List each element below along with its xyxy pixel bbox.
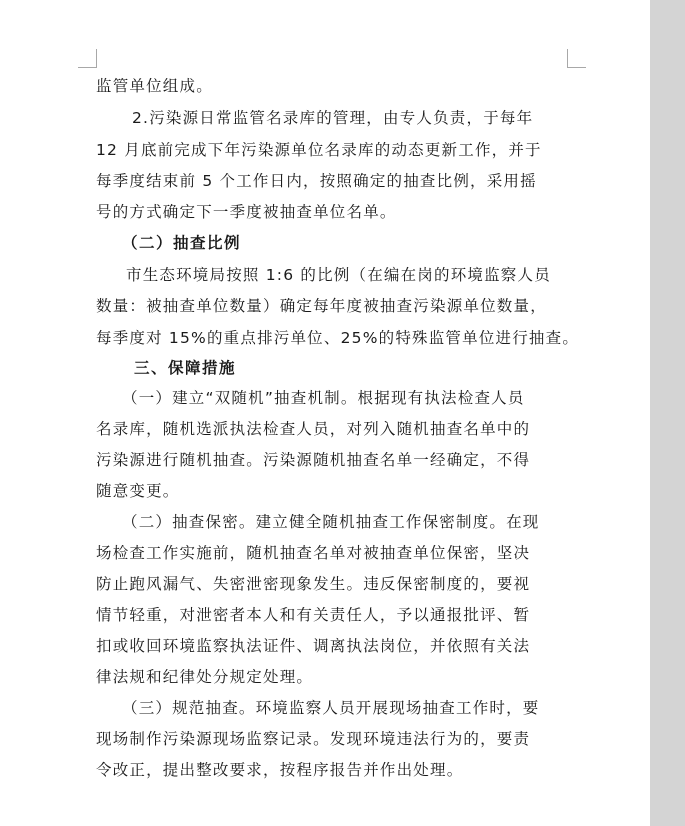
paragraph-line: 名录库，随机选派执法检查人员，对列入随机抽查名单中的 [96, 420, 531, 438]
section-subheading: （二）抽查比例 [122, 234, 242, 252]
paragraph-line: 场检查工作实施前，随机抽查名单对被抽查单位保密，坚决 [96, 544, 531, 562]
paragraph-line: 情节轻重，对泄密者本人和有关责任人，予以通报批评、暂 [96, 606, 531, 624]
paragraph-line: （一）建立“双随机”抽查机制。根据现有执法检查人员 [122, 389, 525, 407]
paragraph-line: 律法规和纪律处分规定处理。 [96, 668, 314, 686]
right-gutter [650, 0, 685, 826]
paragraph-line: 每季度对 15%的重点排污单位、25%的特殊监管单位进行抽查。 [96, 329, 580, 347]
paragraph-line: 随意变更。 [96, 482, 180, 500]
paragraph-line: 防止跑风漏气、失密泄密现象发生。违反保密制度的，要视 [96, 575, 531, 593]
margin-corner-mark-top-left [78, 49, 97, 68]
paragraph-line: 令改正，提出整改要求，按程序报告并作出处理。 [96, 761, 464, 779]
paragraph-line: 污染源进行随机抽查。污染源随机抽查名单一经确定，不得 [96, 451, 531, 469]
paragraph-line: 号的方式确定下一季度被抽查单位名单。 [96, 203, 397, 221]
paragraph-line: 市生态环境局按照 1:6 的比例（在编在岗的环境监察人员 [126, 266, 551, 284]
section-heading: 三、保障措施 [134, 359, 237, 377]
margin-corner-mark-top-right [567, 49, 586, 68]
paragraph-line: 监管单位组成。 [96, 77, 213, 95]
paragraph-line: 扣或收回环境监察执法证件、调离执法岗位，并依照有关法 [96, 637, 531, 655]
paragraph-line: （三）规范抽查。环境监察人员开展现场抽查工作时，要 [122, 699, 540, 717]
paragraph-line: 2.污染源日常监管名录库的管理，由专人负责，于每年 [132, 109, 534, 127]
paragraph-line: 每季度结束前 5 个工作日内，按照确定的抽查比例，采用摇 [96, 172, 537, 190]
paragraph-line: 12 月底前完成下年污染源单位名录库的动态更新工作，并于 [96, 141, 542, 159]
paragraph-line: 数量：被抽查单位数量）确定每年度被抽查污染源单位数量， [96, 297, 547, 315]
paragraph-line: （二）抽查保密。建立健全随机抽查工作保密制度。在现 [122, 513, 540, 531]
paragraph-line: 现场制作污染源现场监察记录。发现环境违法行为的，要责 [96, 730, 531, 748]
